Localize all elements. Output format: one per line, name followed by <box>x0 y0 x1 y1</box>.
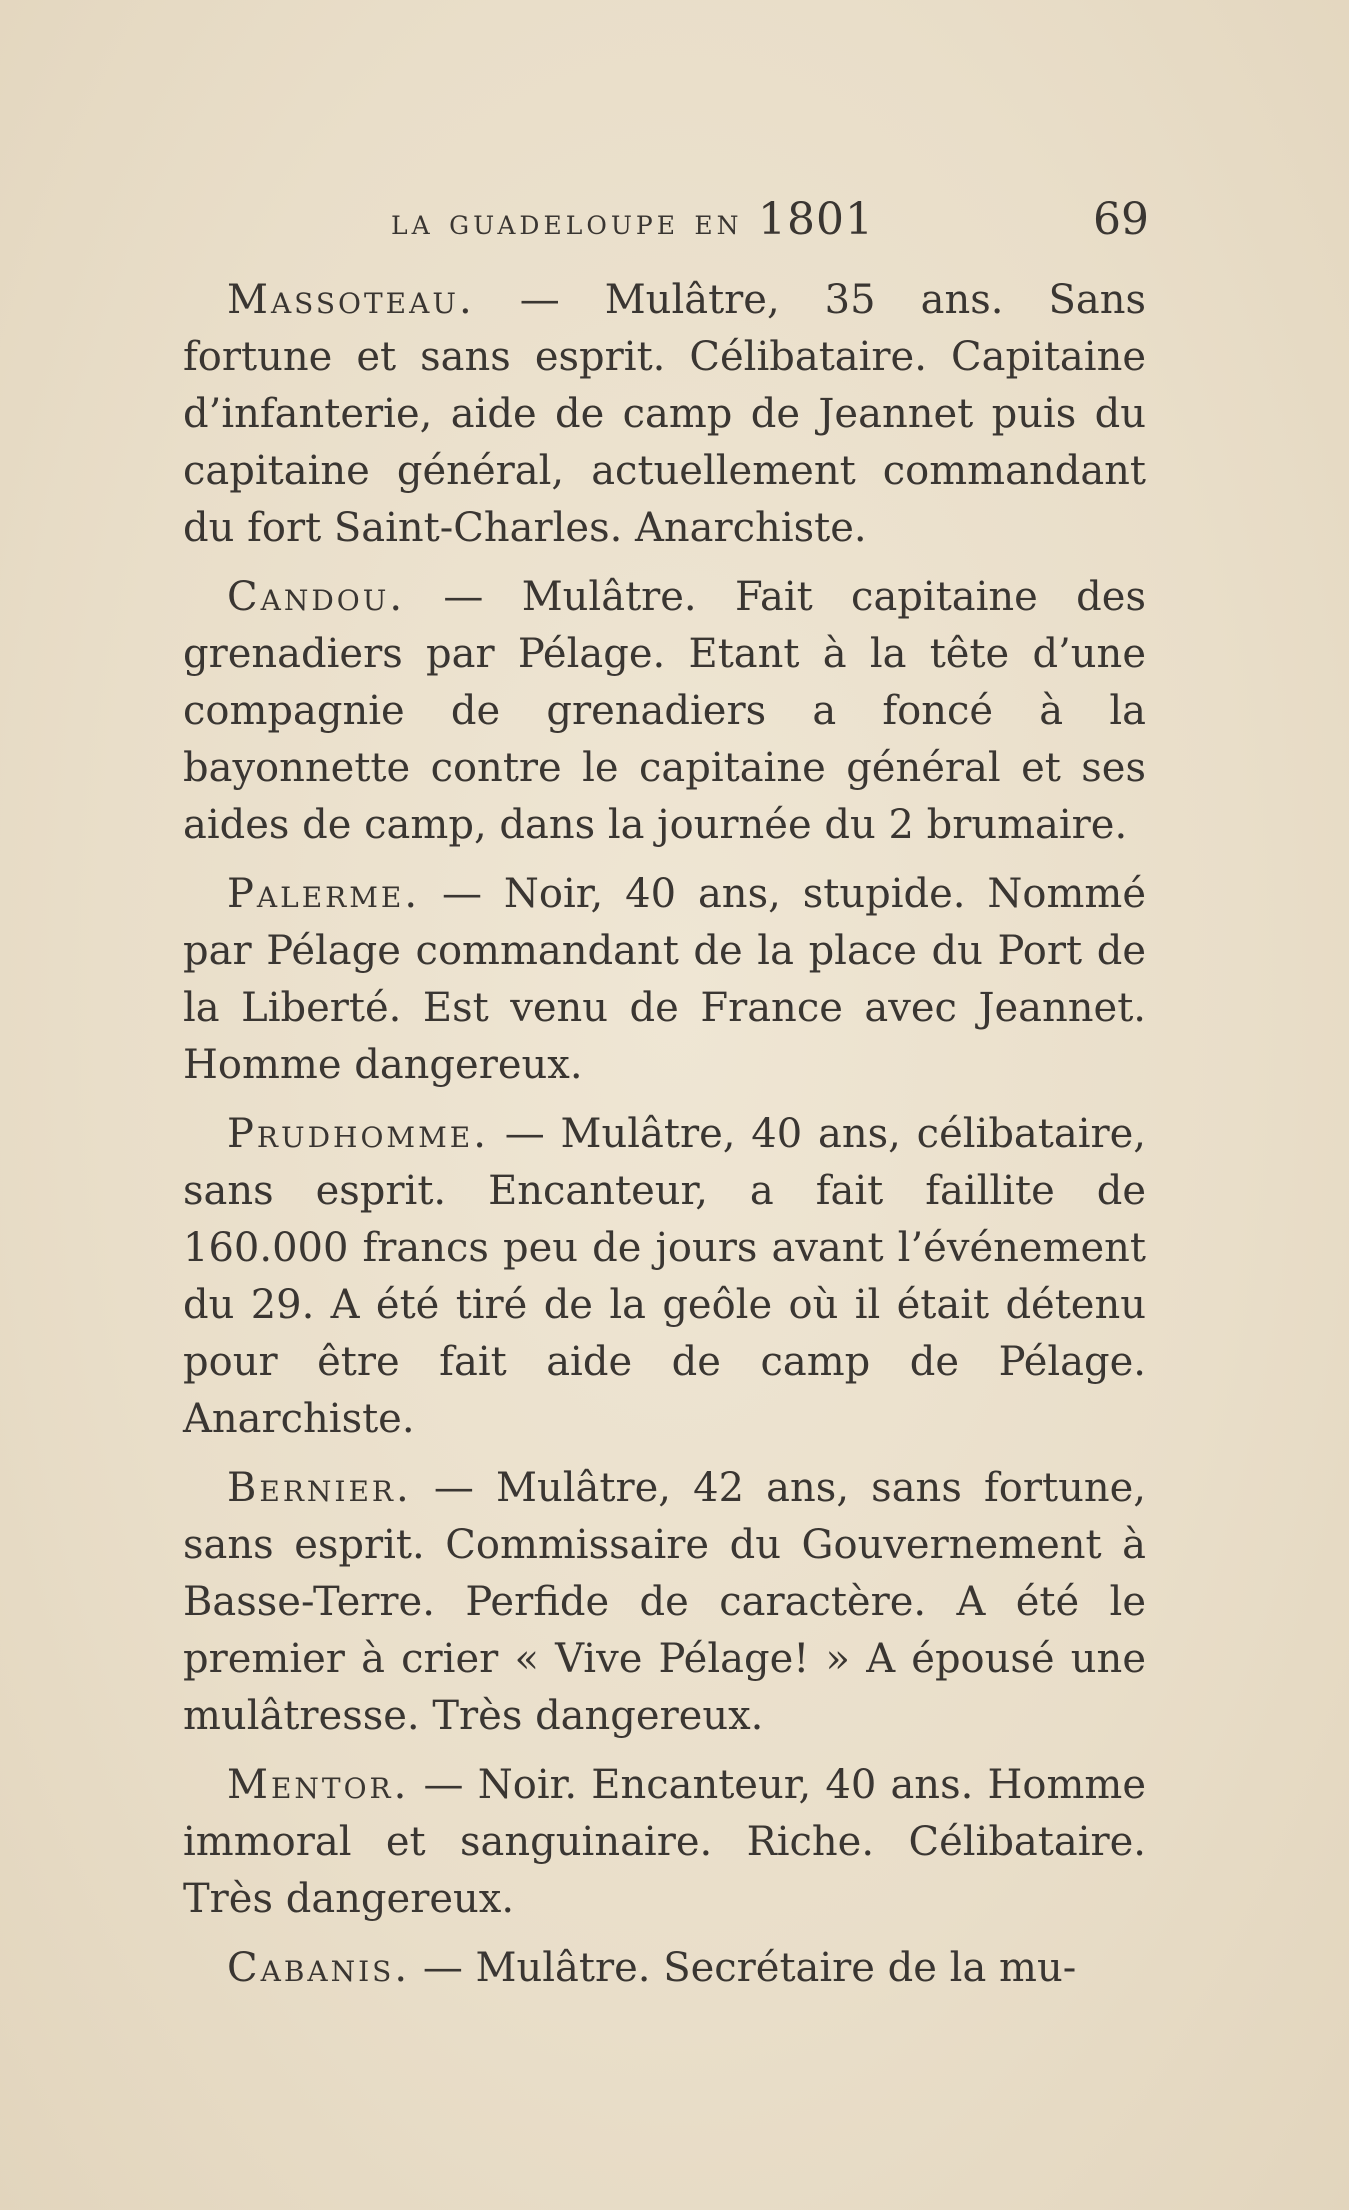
entry-name: Palerme. <box>227 871 421 917</box>
entry-mentor <box>183 1757 1146 1928</box>
em-dash: — <box>422 1945 463 1991</box>
entry-name: Cabanis. <box>227 1945 411 1991</box>
running-head-year: 1801 <box>757 194 874 245</box>
em-dash: — <box>504 1111 545 1157</box>
entry-text: Mulâtre, 42 ans, sans fortune, sans esprit. Commissaire du Gouvernement à Basse-Terre. Perfide de caractère. A été le premier à crier « Vive Pélage! » A épousé une mulâtresse. Très dangereux. <box>183 1465 1146 1739</box>
em-dash: — <box>442 871 482 917</box>
entry-name: Massoteau. <box>227 277 475 323</box>
running-head-title: la guadeloupe en <box>391 202 743 243</box>
entry-name: Candou. <box>227 574 406 620</box>
entry-text: Noir, 40 ans, stupide. Nommé par Pélage commandant de la place du Port de la Liberté. Est venu de France avec Jeannet. Homme dangereux. <box>183 871 1147 1088</box>
em-dash: — <box>443 574 484 620</box>
entry-text: Mulâtre. Secrétaire de la mu- <box>475 1945 1077 1991</box>
page-number: 69 <box>1093 194 1149 245</box>
entry-palerme <box>183 866 1146 1094</box>
entry-candou <box>183 569 1146 854</box>
em-dash: — <box>423 1762 464 1808</box>
entry-text: Mulâtre, 35 ans. Sans fortune et sans esprit. Célibataire. Capitaine d’infanterie, aide de camp de Jeannet puis du capitaine général, actuellement commandant du fort Saint-Charles. Anarchiste. <box>183 277 1147 551</box>
entry-name: Bernier. <box>227 1465 412 1511</box>
em-dash: — <box>433 1465 474 1511</box>
entry-prudhomme <box>183 1106 1146 1448</box>
entry-cabanis <box>183 1940 1146 1997</box>
entry-name: Prudhomme. <box>227 1111 489 1157</box>
entry-name: Mentor. <box>227 1762 410 1808</box>
em-dash: — <box>519 277 560 323</box>
entry-text: Noir. Encanteur, 40 ans. Homme immoral et sanguinaire. Riche. Célibataire. Très dangereux. <box>183 1762 1147 1922</box>
entry-bernier <box>183 1460 1146 1745</box>
entry-massoteau <box>183 272 1146 557</box>
entry-text: Mulâtre. Fait capitaine des grenadiers par Pélage. Etant à la tête d’une compagnie de grenadiers a foncé à la bayonnette contre le capitaine général et ses aides de camp, dans la journée du 2 brumaire. <box>183 574 1146 848</box>
running-head <box>391 190 874 253</box>
entry-text: Mulâtre, 40 ans, célibataire, sans esprit. Encanteur, a fait faillite de 160.000 francs peu de jours avant l’événement du 29. A été tiré de la geôle où il était détenu pour être fait aide de camp de Pélage. Anarchiste. <box>183 1111 1146 1442</box>
page-header <box>183 190 1149 250</box>
body-text <box>183 272 1146 2009</box>
